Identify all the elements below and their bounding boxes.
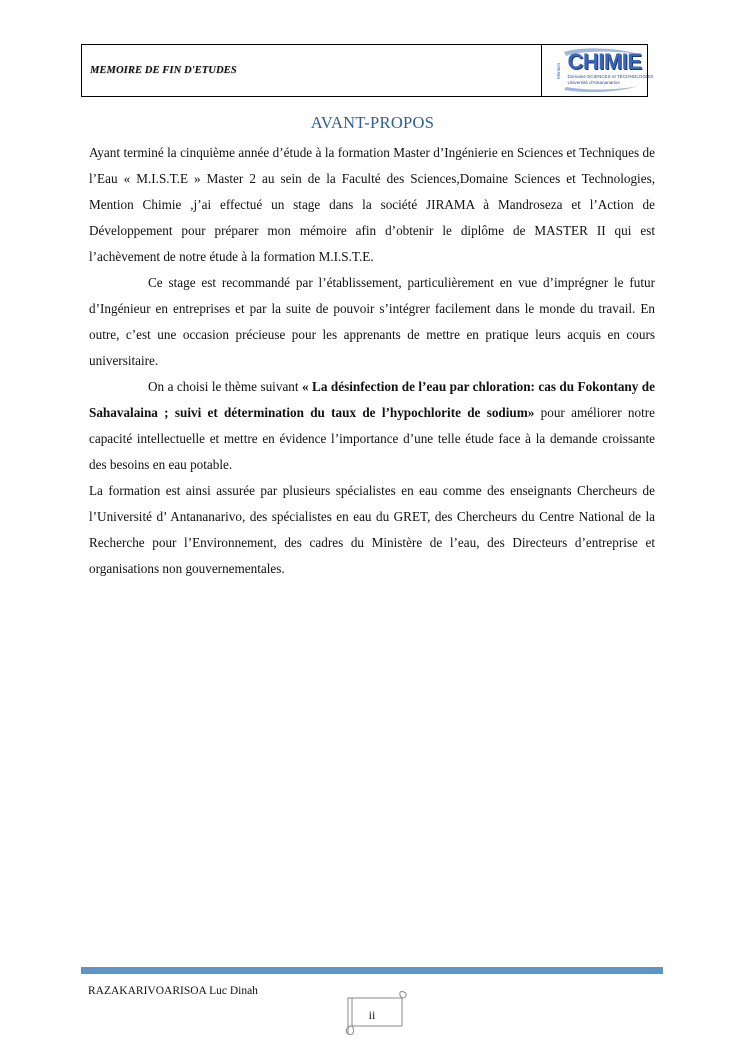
page-title: AVANT-PROPOS — [310, 113, 435, 132]
paragraph-3-theme: « La désinfection de l’eau par chloration: cas du Fokontany de Sahavalaina ; suivi et détermination du taux de l’hypochlorite de sodium» — [89, 379, 655, 420]
header-logo-cell — [542, 45, 654, 96]
logo-word: CHIMIE — [567, 48, 642, 74]
paragraph-2: Ce stage est recommandé par l’établissement, particulièrement en vue d’imprégner le futur d’Ingénieur en entreprises et par la suite de pouvoir s’intégrer facilement dans le monde du travail. En outre, c’est une occasion précieuse pour les apprenants de mettre en pratique leurs acquis en cours universitaire. — [89, 275, 655, 368]
logo-side-text: Mention — [555, 62, 561, 79]
page-number: ii — [368, 1008, 376, 1022]
logo-subtitle-line2: Université d'Antananarivo — [567, 79, 620, 85]
paragraph-3-rest: pour améliorer notre capacité intellectuelle et mettre en évidence l’importance d’une telle étude face à la demande croissante des besoins en eau potable. — [89, 405, 655, 472]
header-title: MEMOIRE DE FIN D'ETUDES — [82, 45, 542, 96]
footer-rule — [81, 967, 663, 974]
logo-subtitle — [568, 74, 654, 86]
logo-subtitle-line1: Domaine SCIENCES et TECHNOLOGIES — [567, 73, 654, 79]
page-header — [81, 44, 654, 97]
paragraph-1: Ayant terminé la cinquième année d’étude à la formation Master d’Ingénierie en Sciences et Techniques de l’Eau « M.I.S.T.E » Master 2 au sein de la Faculté des Sciences,Domaine Sciences et Technologies, Mention Chimie ,j’ai effectué un stage dans la société JIRAMA à Mandroseza et l’Action de Développement pour préparer mon mémoire afin d’obtenir le diplôme de MASTER II qui est l’achèvement de notre étude à la formation M.I.S.T.E. — [89, 145, 655, 264]
chimie-logo — [550, 48, 654, 94]
document-body — [89, 140, 655, 582]
paragraph-4: La formation est ainsi assurée par plusieurs spécialistes en eau comme des enseignants Chercheurs de l’Université d’ Antananarivo, des spécialistes en eau du GRET, des Chercheurs du Centre National de la Recherche pour l’Environnement, des cadres du Ministère de l’eau, des Directeurs d’entreprise et organisations non gouvernementales. — [89, 483, 655, 576]
paragraph-3 — [89, 374, 655, 478]
paragraph-3-intro: On a choisi le thème suivant — [148, 379, 303, 394]
footer-author: RAZAKARIVOARISOA Luc Dinah — [88, 985, 258, 997]
